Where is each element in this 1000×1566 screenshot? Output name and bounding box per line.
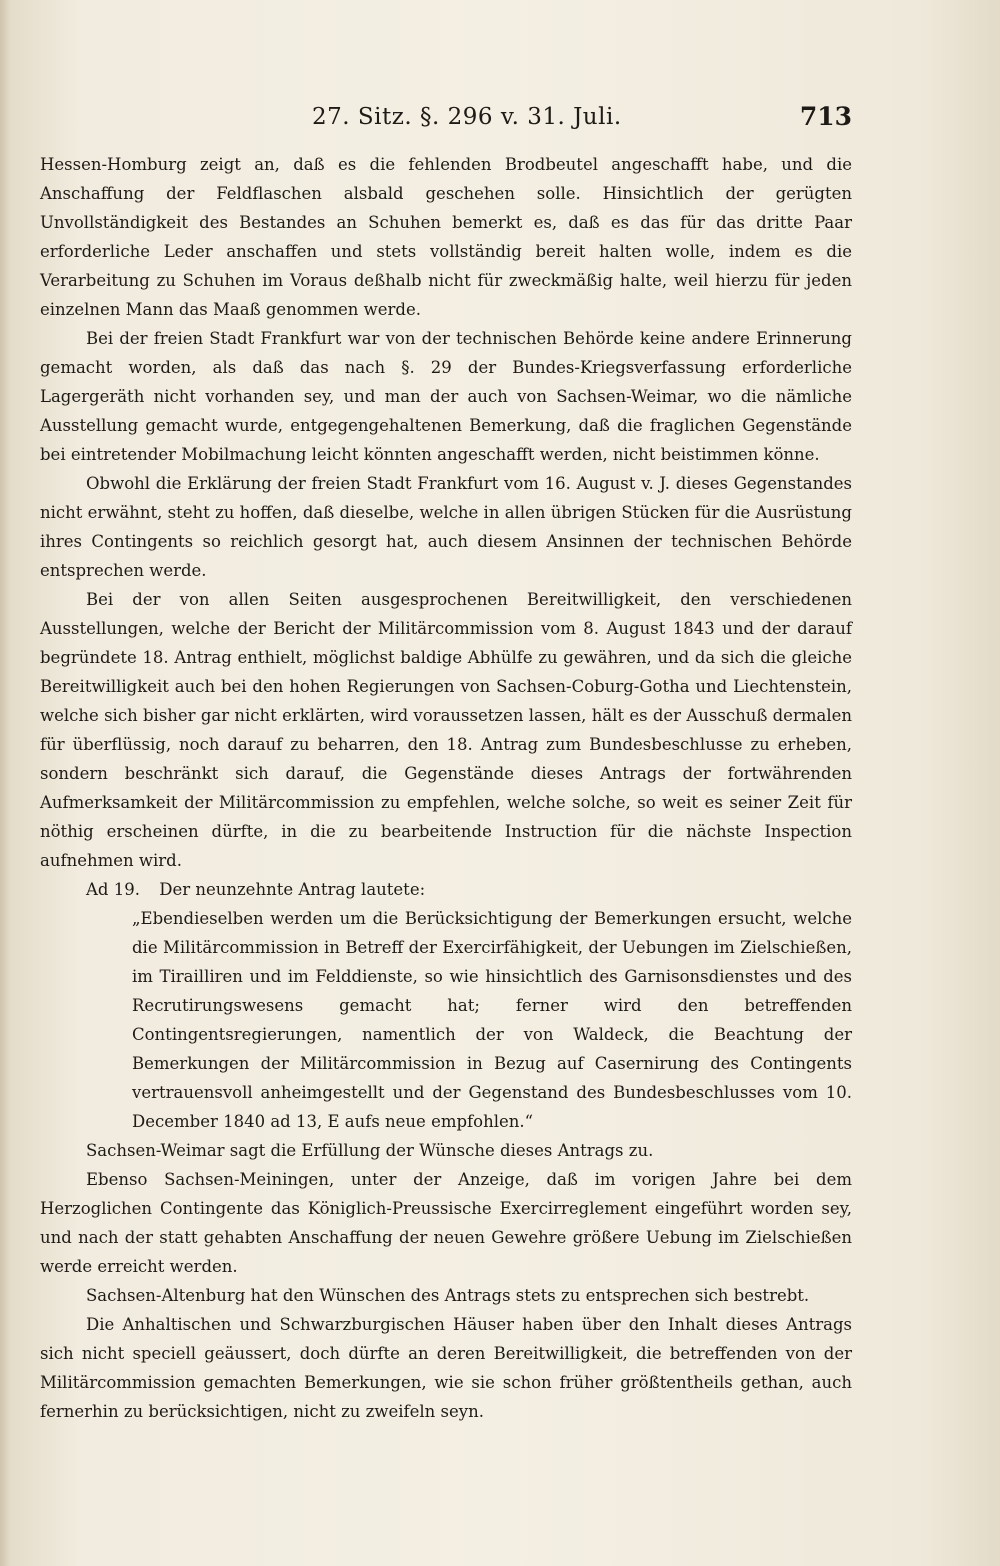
paragraph-sachsen-meiningen: Ebenso Sachsen-Meiningen, unter der Anzeige, daß im vorigen Jahre bei dem Herzoglichen Contingente das Königlich-Preussische Exercirreglement eingeführt worden sey, und nach der statt gehabten Anschaffung der neuen Gewehre größere Uebung im Zielschießen werde erreicht werden. [40, 1170, 852, 1276]
running-head: 27. Sitz. §. 296 v. 31. Juli. [312, 104, 622, 130]
paragraph-sachsen-weimar: Sachsen-Weimar sagt die Erfüllung der Wünsche dieses Antrags zu. [86, 1141, 654, 1160]
paragraph-sachsen-altenburg: Sachsen-Altenburg hat den Wünschen des Antrags stets zu entsprechen sich bestrebt. [86, 1286, 810, 1305]
page-spine-shadow [0, 0, 10, 1566]
paragraph-committee-decision: Bei der von allen Seiten ausgesprochenen Bereitwilligkeit, den verschiedenen Ausstellungen, welche der Bericht der Militärcommission vom 8. August 1843 und der darauf begründete 18. Antrag enthielt, möglichst baldige Abhülfe zu gewähren, und da sich die gleiche Bereitwilligkeit auch bei den hohen Regierungen von Sachsen-Coburg-Gotha und Liechtenstein, welche sich bisher gar nicht erklärten, wird voraussetzen lassen, hält es der Ausschuß dermalen für überflüssig, noch darauf zu beharren, den 18. Antrag zum Bundesbeschlusse zu erheben, sondern beschränkt sich darauf, die Gegenstände dieses Antrags der fortwährenden Aufmerksamkeit der Militärcommission zu empfehlen, welche solche, so weit es seiner Zeit für nöthig erscheinen dürfte, in die zu bearbeitende Instruction für die nächste Inspection aufnehmen wird. [40, 590, 852, 870]
paragraph-hessen-homburg: Hessen-Homburg zeigt an, daß es die fehlenden Brodbeutel angeschafft habe, und die Anschaffung der Feldflaschen alsbald geschehen solle. Hinsichtlich der gerügten Unvollständigkeit des Bestandes an Schuhen bemerkt es, daß es das für das dritte Paar erforderliche Leder anschaffen und stets vollständig bereit halten wolle, indem es die Verarbeitung zu Schuhen im Voraus deßhalb nicht für zweckmäßig halte, weil hierzu für jeden einzelnen Mann das Maaß genommen werde. [40, 155, 852, 319]
page-body [40, 150, 852, 1426]
ad19-heading [40, 875, 852, 904]
ad19-intro: Der neunzehnte Antrag lautete: [159, 880, 426, 899]
paragraph-anhalt-schwarzburg: Die Anhaltischen und Schwarzburgischen Häuser haben über den Inhalt dieses Antrags sich nicht speciell geäussert, doch dürfte an deren Bereitwilligkeit, die betreffenden von der Militärcommission gemachten Bemerkungen, wie sie schon früher größtentheils gethan, auch fernerhin zu berücksichtigen, nicht zu zweifeln seyn. [40, 1315, 852, 1421]
paragraph-frankfurt-declaration: Obwohl die Erklärung der freien Stadt Frankfurt vom 16. August v. J. dieses Gegenstandes nicht erwähnt, steht zu hoffen, daß dieselbe, welche in allen übrigen Stücken für die Ausrüstung ihres Contingents so reichlich gesorgt hat, auch diesem Ansinnen der technischen Behörde entsprechen werde. [40, 474, 852, 580]
paragraph-frankfurt: Bei der freien Stadt Frankfurt war von der technischen Behörde keine andere Erinnerung gemacht worden, als daß das nach §. 29 der Bundes-Kriegsverfassung erforderliche Lagergeräth nicht vorhanden sey, und man der auch von Sachsen-Weimar, wo die nämliche Ausstellung gemacht wurde, entgegengehaltenen Bemerkung, daß die fraglichen Gegenstände bei eintretender Mobilmachung leicht könnten angeschafft werden, nicht beistimmen könne. [40, 329, 852, 464]
page-number: 713 [799, 102, 852, 131]
ad19-quote: „Ebendieselben werden um die Berücksichtigung der Bemerkungen ersucht, welche die Militärcommission in Betreff der Exercirfähigkeit, der Uebungen im Zielschießen, im Tirailliren und im Felddienste, so wie hinsichtlich des Garnisonsdienstes und des Recrutirungswesens gemacht hat; ferner wird den betreffenden Contingentsregierungen, namentlich der von Waldeck, die Beachtung der Bemerkungen der Militärcommission in Bezug auf Casernirung des Contingents vertrauensvoll anheimgestellt und der Gegenstand des Bundesbeschlusses vom 10. December 1840 ad 13, E aufs neue empfohlen.“ [132, 909, 852, 1131]
ad19-label: Ad 19. [86, 880, 140, 899]
page-header [40, 100, 852, 140]
